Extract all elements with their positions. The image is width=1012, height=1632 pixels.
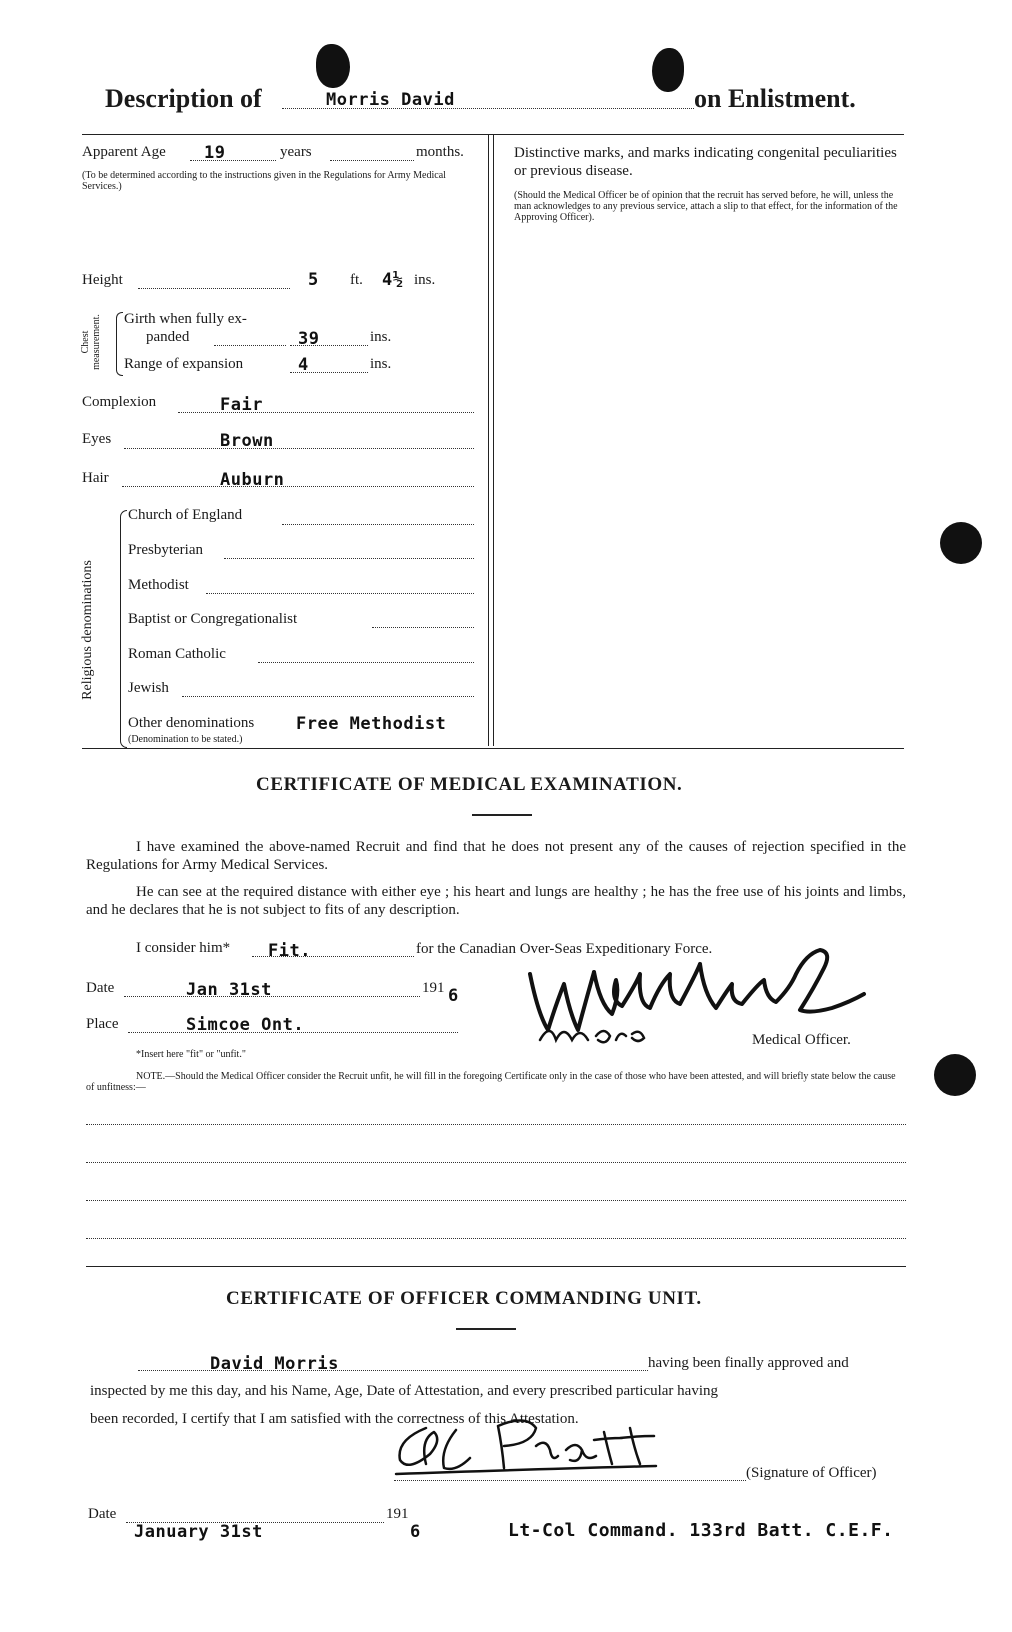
hair-value: Auburn bbox=[220, 470, 285, 490]
punch-hole bbox=[934, 1054, 976, 1096]
medical-date-line bbox=[124, 996, 420, 997]
commanding-command: Lt-Col Command. 133rd Batt. C.E.F. bbox=[508, 1520, 894, 1541]
redaction-blot bbox=[316, 44, 350, 88]
commanding-officer-signature bbox=[386, 1410, 706, 1480]
eyes-label: Eyes bbox=[82, 431, 112, 447]
header-prefix: Description of bbox=[105, 84, 262, 113]
ft-label: ft. bbox=[350, 272, 363, 288]
insert-note: *Insert here "fit" or "unfit." bbox=[136, 1049, 246, 1060]
eyes-value: Brown bbox=[220, 431, 274, 451]
commanding-title: CERTIFICATE OF OFFICER COMMANDING UNIT. bbox=[226, 1288, 702, 1309]
medical-place-value: Simcoe Ont. bbox=[186, 1015, 305, 1035]
commanding-date-label: Date bbox=[88, 1506, 117, 1522]
religion-line bbox=[372, 627, 474, 628]
religion-line bbox=[182, 696, 474, 697]
religion-item: Roman Catholic bbox=[128, 646, 226, 662]
months-label: months. bbox=[416, 144, 464, 160]
chest-brace bbox=[116, 312, 123, 376]
header-suffix: on Enlistment. bbox=[694, 84, 856, 113]
commanding-line-1-tail: having been finally approved and bbox=[648, 1355, 849, 1371]
height-in: 4½ bbox=[382, 270, 404, 290]
medical-date-value: Jan 31st bbox=[186, 980, 272, 1000]
ins-label: ins. bbox=[414, 272, 436, 288]
unfit-line bbox=[86, 1124, 906, 1125]
medical-date-label: Date bbox=[86, 980, 115, 996]
girth-value-line bbox=[290, 345, 368, 346]
years-label: years bbox=[280, 144, 312, 160]
range-value: 4 bbox=[298, 355, 309, 375]
column-divider bbox=[488, 134, 489, 746]
chest-label: Chest measurement. bbox=[80, 314, 102, 370]
height-ft: 5 bbox=[308, 270, 319, 290]
commanding-name: David Morris bbox=[210, 1354, 339, 1374]
middle-rule bbox=[82, 748, 904, 749]
force-label: for the Canadian Over-Seas Expeditionary Force. bbox=[416, 941, 713, 957]
eyes-line bbox=[124, 448, 474, 449]
commanding-line-2: inspected by me this day, and his Name, Age, Date of Attestation, and every prescribed particular having bbox=[90, 1383, 719, 1399]
age-line bbox=[190, 160, 276, 161]
religion-line bbox=[224, 558, 474, 559]
commanding-date-value: January 31st bbox=[134, 1522, 263, 1542]
girth-label-1: Girth when fully ex- bbox=[124, 311, 247, 327]
range-line bbox=[290, 372, 368, 373]
age-value: 19 bbox=[204, 143, 226, 163]
age-note: (To be determined according to the instructions given in the Regulations for Army Medical Services.) bbox=[82, 170, 446, 192]
other-denominations-note: (Denomination to be stated.) bbox=[128, 734, 243, 745]
religion-item: Jewish bbox=[128, 680, 169, 696]
hair-label: Hair bbox=[82, 470, 109, 486]
girth-ins: ins. bbox=[370, 329, 392, 345]
months-line bbox=[330, 160, 414, 161]
religion-item: Methodist bbox=[128, 577, 189, 593]
girth-value: 39 bbox=[298, 329, 320, 349]
punch-hole bbox=[940, 522, 982, 564]
religion-label: Religious denominations bbox=[80, 560, 95, 700]
religion-line bbox=[206, 593, 474, 594]
header-name: Morris David bbox=[326, 90, 455, 110]
range-ins: ins. bbox=[370, 356, 392, 372]
religion-item: Presbyterian bbox=[128, 542, 203, 558]
religion-item: Baptist or Congregationalist bbox=[128, 611, 298, 627]
consider-label: I consider him* bbox=[136, 940, 231, 956]
medical-year-prefix: 191 bbox=[422, 980, 445, 996]
unfit-line bbox=[86, 1162, 906, 1163]
unfit-line bbox=[86, 1200, 906, 1201]
consider-value: Fit. bbox=[268, 941, 311, 961]
religion-line bbox=[258, 662, 474, 663]
unfit-line bbox=[86, 1238, 906, 1239]
religion-brace bbox=[120, 510, 127, 748]
medical-title: CERTIFICATE OF MEDICAL EXAMINATION. bbox=[256, 774, 683, 795]
medical-para-2: He can see at the required distance with either eye ; his heart and lungs are healthy ; he has the free use of his joints and limbs, and he declares that he is not subject to fits of any description. bbox=[86, 884, 906, 918]
marks-title: Distinctive marks, and marks indicating congenital peculiarities or previous disease. bbox=[514, 145, 897, 179]
title-rule bbox=[456, 1328, 516, 1330]
marks-note: (Should the Medical Officer be of opinion that the recruit has served before, he will, unless the man acknowledges to any previous service, attach a slip to that effect, for the information of the Approving Officer). bbox=[514, 190, 898, 223]
girth-label-2: panded bbox=[146, 329, 190, 345]
girth-line bbox=[214, 345, 286, 346]
medical-para-1: I have examined the above-named Recruit and find that he does not present any of the causes of rejection specified in the Regulations for Army Medical Services. bbox=[86, 839, 906, 873]
age-label: Apparent Age bbox=[82, 144, 166, 160]
other-denominations-label: Other denominations bbox=[128, 715, 255, 731]
hair-line bbox=[122, 486, 474, 487]
height-line bbox=[138, 288, 290, 289]
complexion-value: Fair bbox=[220, 395, 263, 415]
commanding-year-suffix: 6 bbox=[410, 1522, 421, 1542]
column-divider bbox=[493, 134, 494, 746]
religion-item: Church of England bbox=[128, 507, 243, 523]
commanding-year-prefix: 191 bbox=[386, 1506, 409, 1522]
complexion-label: Complexion bbox=[82, 394, 157, 410]
section-rule bbox=[86, 1266, 906, 1267]
other-denominations-value: Free Methodist bbox=[296, 714, 447, 734]
medical-place-label: Place bbox=[86, 1016, 119, 1032]
medical-officer-label: Medical Officer. bbox=[752, 1032, 851, 1048]
title-rule bbox=[472, 814, 532, 816]
commanding-line-3: been recorded, I certify that I am satisfied with the correctness of this Attestation. bbox=[90, 1411, 579, 1427]
range-label: Range of expansion bbox=[124, 356, 244, 372]
religion-line bbox=[282, 524, 474, 525]
unfit-note: NOTE.—Should the Medical Officer consider the Recruit unfit, he will fill in the foregoing Certificate only in the case of those who have been attested, and will briefly state below the cause of unfitness:— bbox=[86, 1071, 896, 1093]
redaction-blot bbox=[652, 48, 684, 92]
height-label: Height bbox=[82, 272, 123, 288]
signature-line bbox=[394, 1480, 746, 1481]
signature-label: (Signature of Officer) bbox=[746, 1465, 877, 1481]
medical-year-suffix: 6 bbox=[448, 986, 459, 1006]
